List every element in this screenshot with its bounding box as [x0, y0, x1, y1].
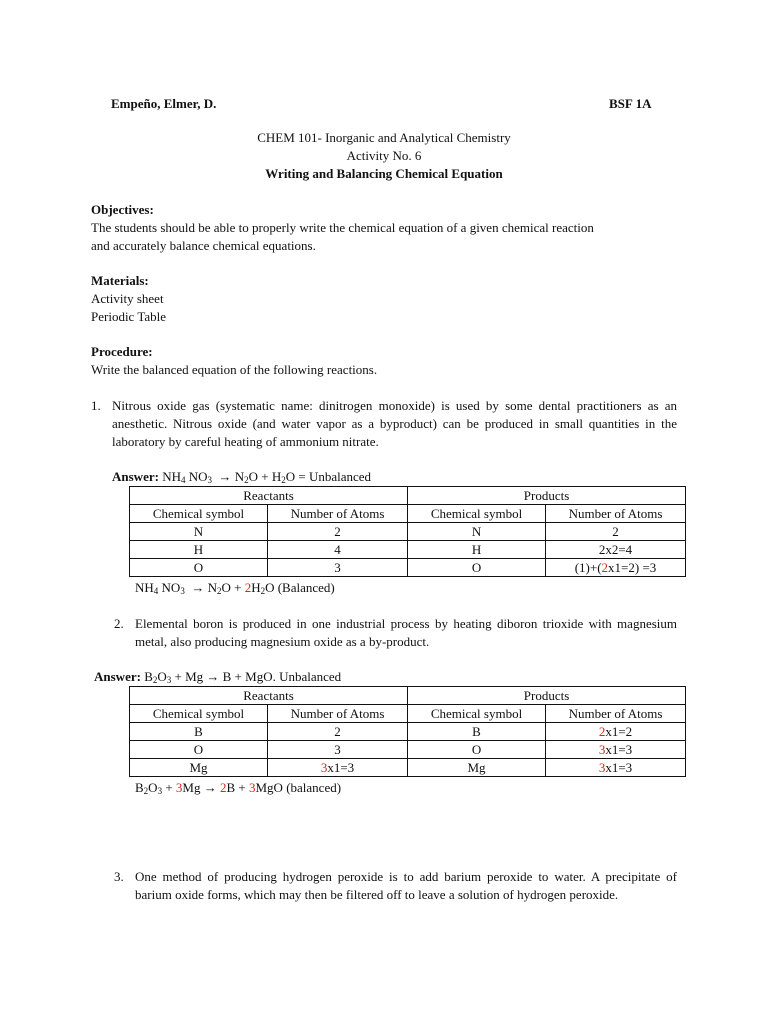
table-cell: 2 [268, 523, 408, 541]
equation-1-balanced: $NH_4$ $NO_3 \to N_2O + 2H_2O$ (Balanced) [135, 580, 335, 596]
materials-item: Periodic Table [91, 309, 167, 324]
table-cell: B [408, 723, 546, 741]
table-cell: 2x2=4 [546, 541, 686, 559]
objectives-line-1: The students should be able to properly write the chemical equation of a given chemical reaction [91, 220, 594, 235]
table-cell: 4 [268, 541, 408, 559]
table-cell: (1)+(2x1=2) =3 [546, 559, 686, 577]
materials-item: Activity sheet [91, 291, 164, 306]
procedure-text: Write the balanced equation of the following reactions. [91, 362, 378, 377]
table-cell: O [408, 741, 546, 759]
answer-1-unbalanced [112, 468, 371, 486]
equation-2-unbalanced: $B_2O_3 + Mg \to B$ + MgO. Unbalanced [144, 669, 342, 685]
coefficient: 2 [244, 580, 252, 595]
table-cell: 2 [546, 523, 686, 541]
column-header: Number of Atoms [546, 505, 686, 523]
question-text: Nitrous oxide gas (systematic name: dinitrogen monoxide) is used by some dental practitioners as an anesthetic. Nitrous oxide (and water vapor as a byproduct) can be produced in small quantities in the laboratory by careful heating of ammonium nitrate. [112, 398, 677, 449]
table-row [130, 741, 686, 759]
activity-number: Activity No. 6 [346, 148, 422, 163]
materials-heading: Materials: [91, 273, 149, 288]
column-header: Number of Atoms [546, 705, 686, 723]
table-row [130, 523, 686, 541]
question-text: Elemental boron is produced in one industrial process by heating diboron trioxide with magnesium metal, also producing magnesium oxide as a by-product. [135, 616, 677, 649]
question-number: 2. [114, 616, 124, 631]
document-title: Writing and Balancing Chemical Equation [265, 166, 503, 181]
table-cell: O [130, 741, 268, 759]
coefficient: 3 [248, 780, 256, 795]
table-cell: B [130, 723, 268, 741]
table-cell: 3x1=3 [546, 741, 686, 759]
products-header: Products [408, 687, 686, 705]
table-group-header-row [130, 487, 686, 505]
table-cell: N [130, 523, 268, 541]
reactants-header: Reactants [130, 487, 408, 505]
equation-1-unbalanced: $NH_4$ $NO_3 \to N_2O + H_2O$ = Unbalanced [162, 469, 372, 485]
table-column-header-row [130, 505, 686, 523]
table-cell: 3 [268, 559, 408, 577]
objectives-heading: Objectives: [91, 202, 154, 217]
answer-label: Answer: [94, 669, 141, 684]
column-header: Number of Atoms [268, 705, 408, 723]
table-row [130, 559, 686, 577]
atom-count-table-2 [129, 686, 686, 777]
atom-count-table-1 [129, 486, 686, 577]
course-title: CHEM 101- Inorganic and Analytical Chemistry [257, 130, 511, 145]
table-cell: N [408, 523, 546, 541]
reactants-header: Reactants [130, 687, 408, 705]
coefficient: 2 [219, 780, 227, 795]
column-header: Chemical symbol [130, 705, 268, 723]
table-row [130, 759, 686, 777]
table-cell: 2x1=2 [546, 723, 686, 741]
products-header: Products [408, 487, 686, 505]
answer-2-unbalanced [94, 668, 341, 686]
section-label: BSF 1A [609, 96, 652, 111]
equation-2-balanced: $B_2O_3 + 3Mg \to 2B + 3MgO$ (balanced) [135, 780, 342, 796]
question-text: One method of producing hydrogen peroxide is to add barium peroxide to water. A precipitate of barium oxide forms, which may then be filtered off to leave a solution of hydrogen peroxide. [135, 869, 677, 902]
column-header: Chemical symbol [408, 705, 546, 723]
table-cell: 3x1=3 [268, 759, 408, 777]
student-name: Empeño, Elmer, D. [111, 96, 217, 111]
question-number: 1. [91, 398, 101, 413]
objectives-line-2: and accurately balance chemical equations. [91, 238, 316, 253]
coefficient: 3 [175, 780, 183, 795]
question-number: 3. [114, 869, 124, 884]
table-cell: 3 [268, 741, 408, 759]
procedure-heading: Procedure: [91, 344, 153, 359]
table-cell: Mg [408, 759, 546, 777]
column-header: Number of Atoms [268, 505, 408, 523]
answer-label: Answer: [112, 469, 159, 484]
table-cell: O [130, 559, 268, 577]
table-cell: O [408, 559, 546, 577]
table-cell: H [130, 541, 268, 559]
table-row [130, 723, 686, 741]
table-cell: 3x1=3 [546, 759, 686, 777]
table-column-header-row [130, 705, 686, 723]
table-row [130, 541, 686, 559]
table-cell: Mg [130, 759, 268, 777]
table-group-header-row [130, 687, 686, 705]
column-header: Chemical symbol [130, 505, 268, 523]
table-cell: 2 [268, 723, 408, 741]
column-header: Chemical symbol [408, 505, 546, 523]
table-cell: H [408, 541, 546, 559]
